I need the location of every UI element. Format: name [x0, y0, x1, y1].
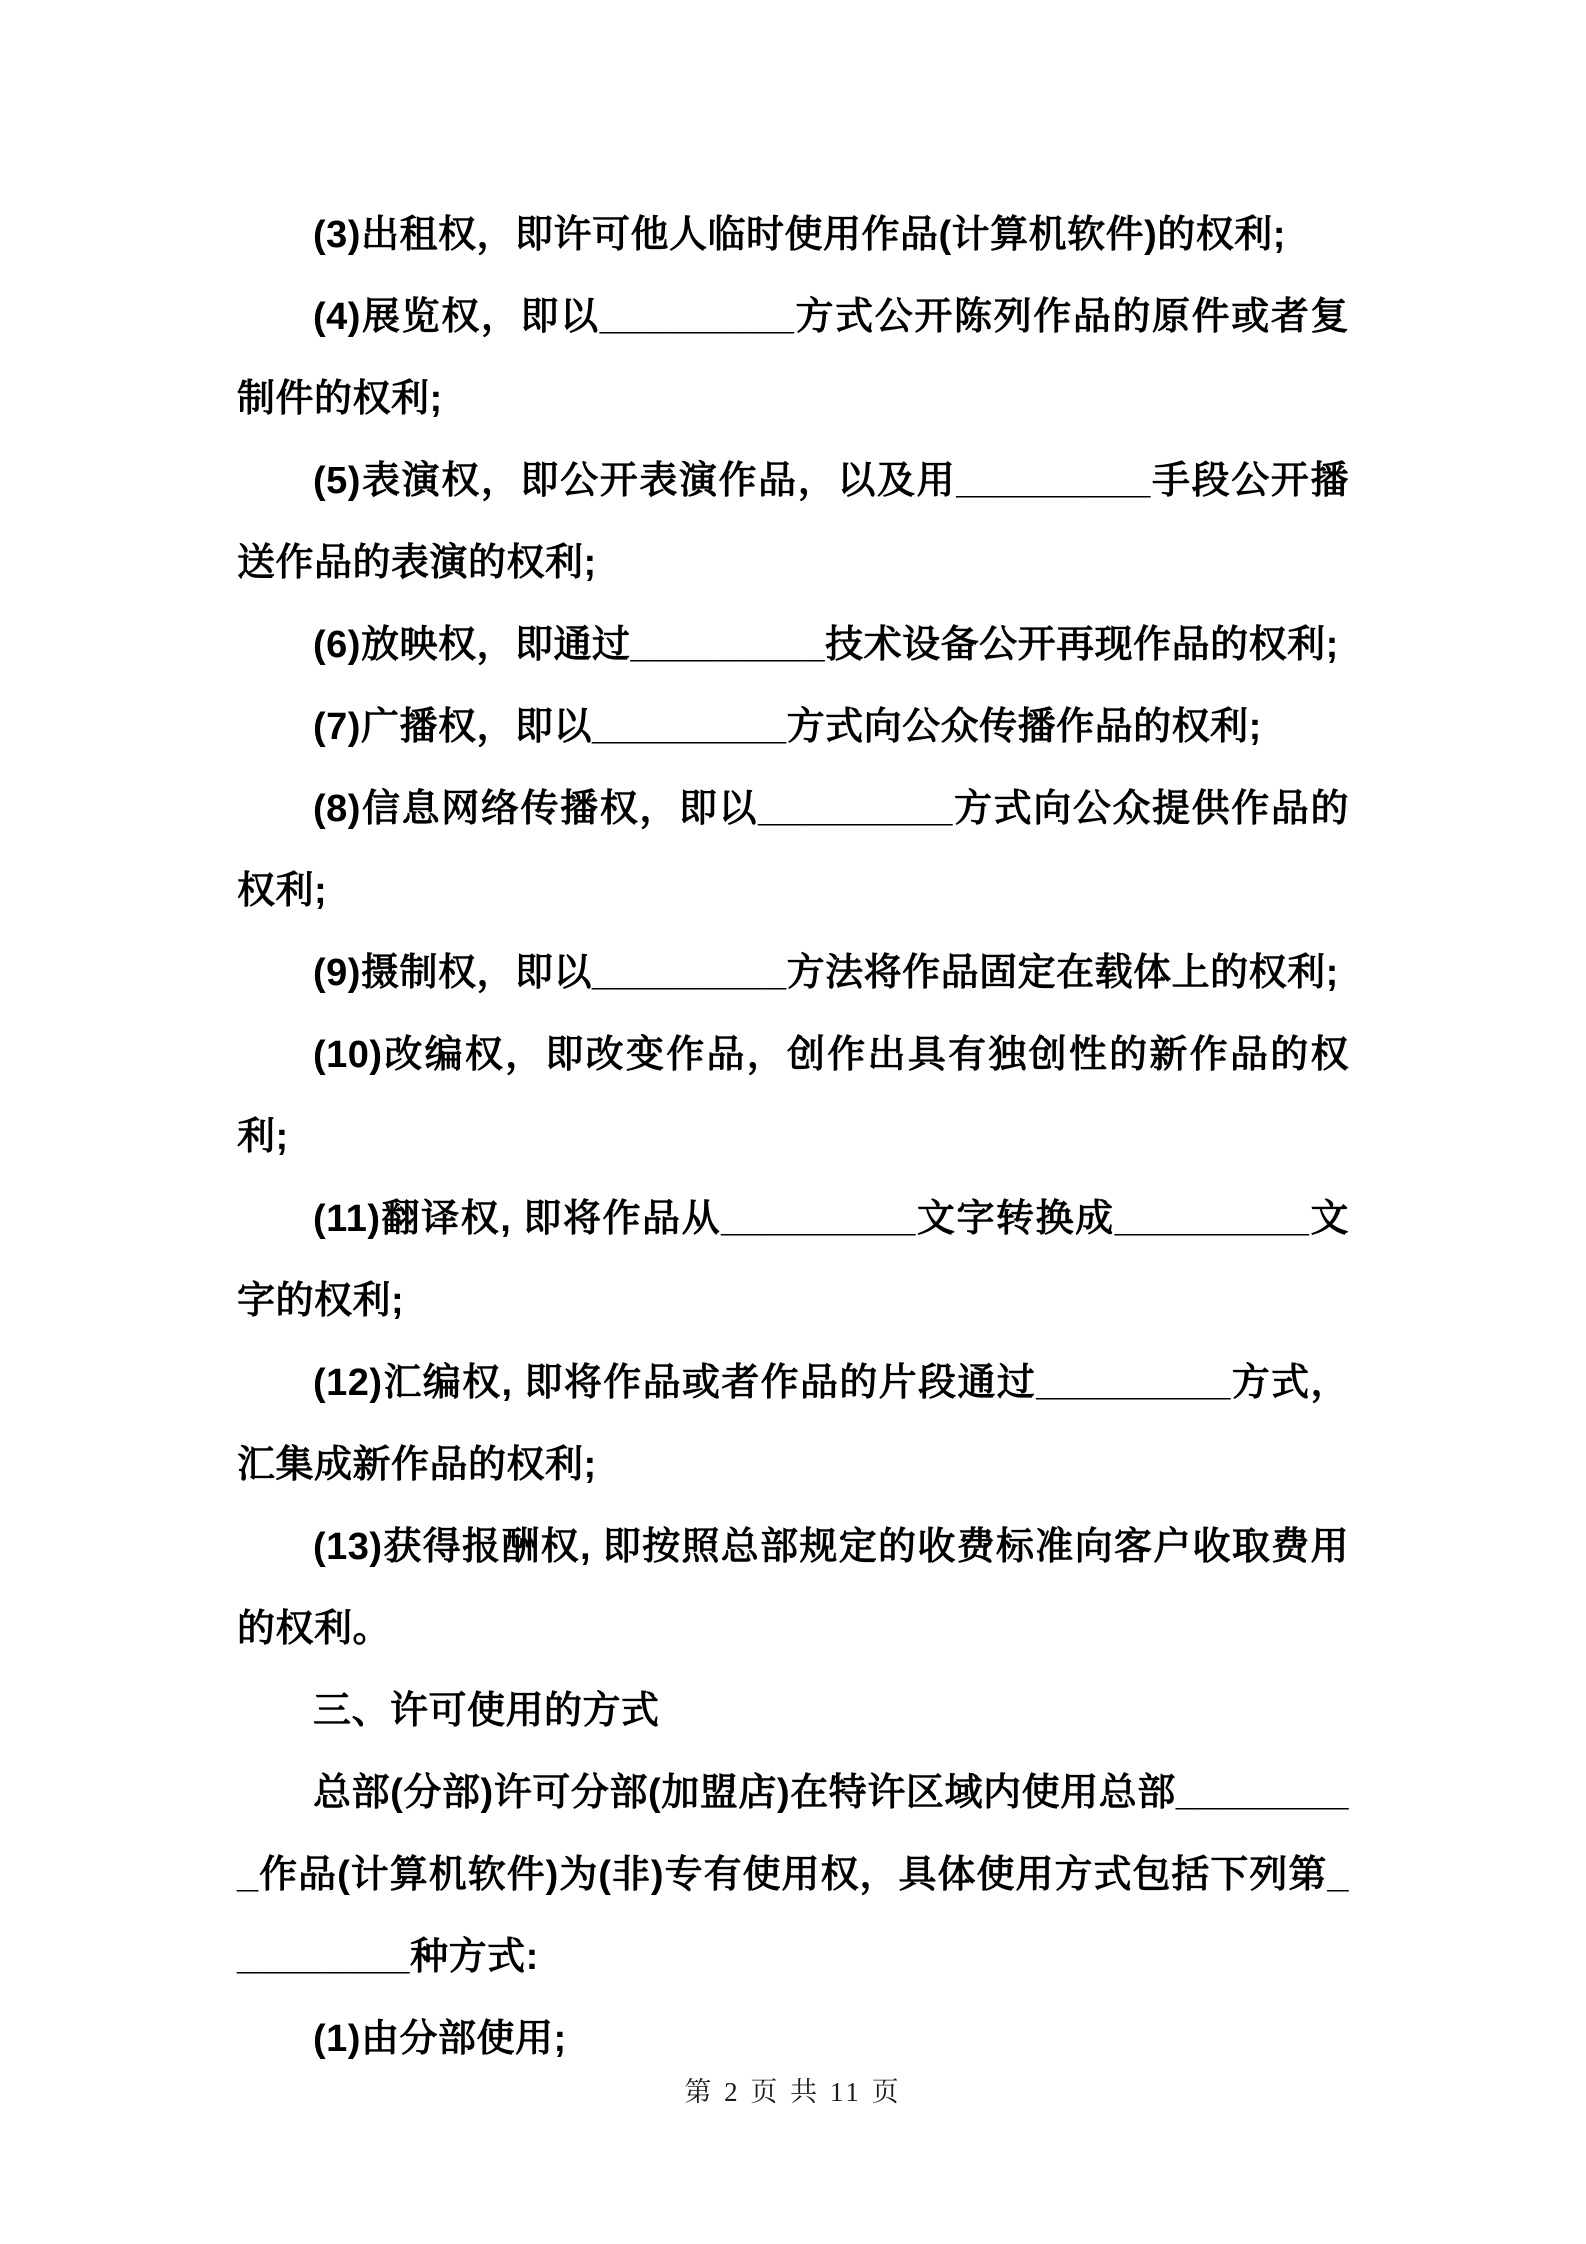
clause-4-exhibition-right: (4)展览权，即以_________方式公开陈列作品的原件或者复制件的权利; [237, 296, 1349, 420]
clause-11-translation-right: (11)翻译权, 即将作品从_________文字转换成_________文字的权利; [237, 1198, 1349, 1322]
clause-8-network-right: (8)信息网络传播权，即以_________方式向公众提供作品的权利; [237, 788, 1349, 912]
document-page [237, 194, 1349, 2080]
clause-10-adaptation-right: (10)改编权，即改变作品，创作出具有独创性的新作品的权利; [237, 1034, 1349, 1158]
page-number-footer: 第 2 页 共 11 页 [684, 2077, 902, 2107]
clause-5-performance-right: (5)表演权，即公开表演作品，以及用_________手段公开播送作品的表演的权利; [237, 460, 1349, 584]
section-heading-license-methods: 三、许可使用的方式 [313, 1690, 660, 1732]
clause-7-broadcast-right: (7)广播权，即以_________方式向公众传播作品的权利; [313, 706, 1262, 748]
clause-13-remuneration-right: (13)获得报酬权, 即按照总部规定的收费标准向客户收取费用的权利。 [237, 1526, 1349, 1650]
clause-12-compilation-right: (12)汇编权, 即将作品或者作品的片段通过_________方式，汇集成新作品的权利; [237, 1362, 1349, 1486]
license-method-item-1: (1)由分部使用; [313, 2018, 567, 2060]
clause-3-rental-right: (3)出租权，即许可他人临时使用作品(计算机软件)的权利; [313, 214, 1286, 256]
clause-9-filming-right: (9)摄制权，即以_________方法将作品固定在载体上的权利; [313, 952, 1339, 994]
license-grant-paragraph: 总部(分部)许可分部(加盟店)在特许区域内使用总部_________作品(计算机软件)为(非)专有使用权，具体使用方式包括下列第_________种方式: [237, 1772, 1349, 1978]
clause-6-screening-right: (6)放映权，即通过_________技术设备公开再现作品的权利; [313, 624, 1339, 666]
